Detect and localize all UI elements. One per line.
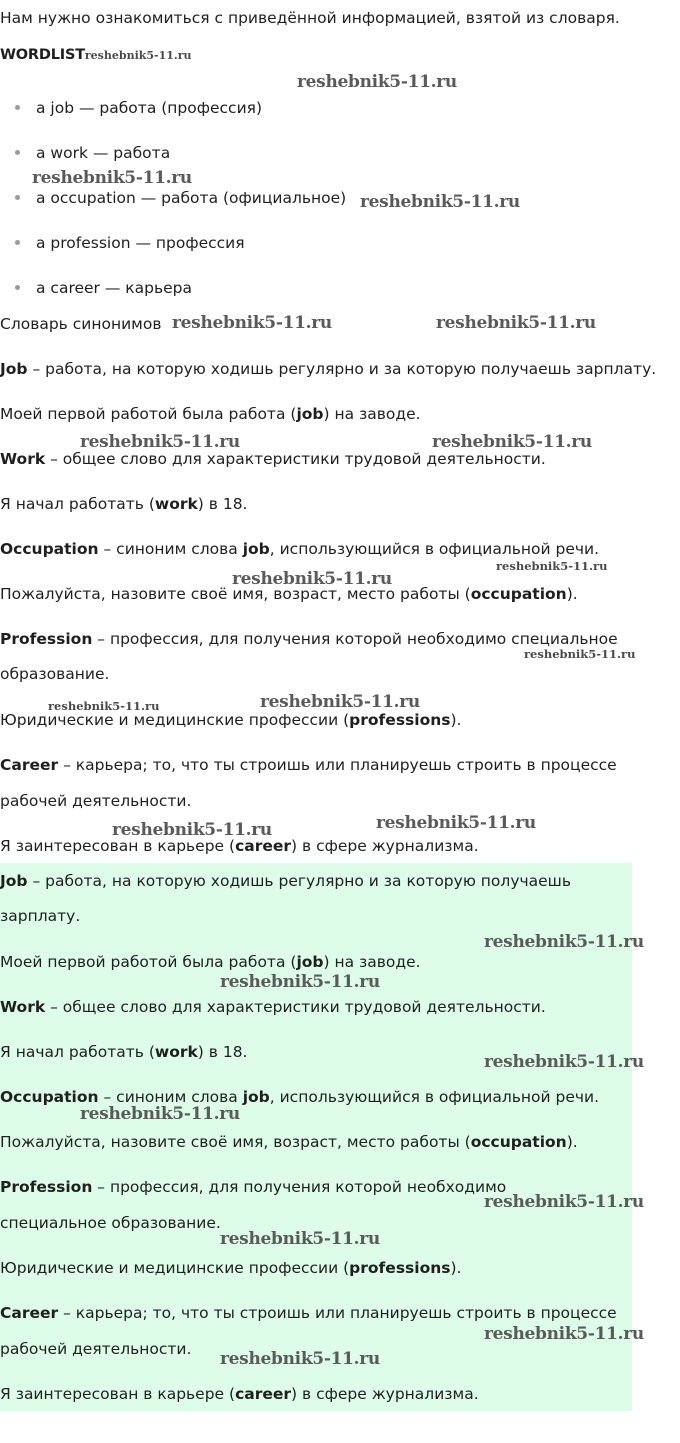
list-item-text: a profession — профессия (36, 234, 245, 252)
example-text: ) в сфере журнализма. (291, 837, 479, 855)
box-work-definition (0, 997, 546, 1017)
entry-career-definition-cont: рабочей деятельности. (0, 792, 192, 810)
watermark: reshebnik5-11.ru (232, 569, 392, 589)
list-item (15, 278, 192, 298)
watermark: reshebnik5-11.ru (172, 313, 332, 333)
entry-work-definition (0, 449, 546, 469)
example-text: Моей первой работой была работа ( (0, 953, 297, 971)
watermark: reshebnik5-11.ru (32, 168, 192, 188)
example-keyword: work (154, 495, 198, 513)
example-text: Я заинтересован в карьере ( (0, 1385, 236, 1403)
definition-text: – работа, на которую ходишь регулярно и за которую получаешь зарплату. (27, 360, 657, 378)
example-text: ) в 18. (197, 495, 248, 513)
example-keyword: work (154, 1043, 198, 1061)
entry-career-definition (0, 755, 617, 775)
term-job: Job (0, 360, 28, 378)
example-keyword: occupation (470, 1133, 567, 1151)
watermark: reshebnik5-11.ru (484, 1324, 644, 1344)
box-profession-definition (0, 1177, 506, 1197)
watermark: reshebnik5-11.ru (436, 313, 596, 333)
example-text: ) в сфере журнализма. (291, 1385, 479, 1403)
intro-text: Нам нужно ознакомиться с приведённой информацией, взятой из словаря. (0, 9, 620, 27)
term-occupation: Occupation (0, 540, 99, 558)
entry-career-example (0, 836, 479, 856)
list-item-text: a occupation — работа (официальное) (36, 189, 347, 207)
list-item (15, 233, 245, 253)
example-text: ). (450, 711, 462, 729)
box-career-definition-cont: рабочей деятельности. (0, 1340, 192, 1358)
bullet-icon (15, 195, 20, 200)
term-work: Work (0, 450, 46, 468)
example-text: Я начал работать ( (0, 1043, 155, 1061)
list-item-text: a career — карьера (36, 279, 192, 297)
example-text: Я начал работать ( (0, 495, 155, 513)
definition-text: – профессия, для получения которой необходимо (92, 1178, 507, 1196)
example-keyword: professions (349, 711, 451, 729)
term-career: Career (0, 756, 59, 774)
watermark: reshebnik5-11.ru (48, 699, 160, 713)
definition-text: , использующийся в официальной речи. (269, 540, 600, 558)
watermark: reshebnik5-11.ru (496, 559, 608, 573)
definition-keyword: job (242, 1088, 270, 1106)
example-text: Пожалуйста, назовите своё имя, возраст, место работы ( (0, 585, 471, 603)
entry-profession-definition-cont: образование. (0, 665, 110, 683)
example-keyword: professions (349, 1259, 451, 1277)
bullet-icon (15, 285, 20, 290)
list-item (15, 98, 262, 118)
watermark: reshebnik5-11.ru (360, 192, 520, 212)
box-career-example (0, 1384, 479, 1404)
entry-profession-example (0, 710, 461, 730)
entry-work-example (0, 494, 247, 514)
bullet-icon (15, 105, 20, 110)
definition-text: – общее слово для характеристики трудовой деятельности. (45, 450, 546, 468)
definition-text: – общее слово для характеристики трудовой деятельности. (45, 998, 546, 1016)
watermark: reshebnik5-11.ru (220, 1349, 380, 1369)
list-item-text: a work — работа (36, 144, 171, 162)
example-text: ). (450, 1259, 462, 1277)
example-text: Я заинтересован в карьере ( (0, 837, 236, 855)
example-text: ). (566, 1133, 578, 1151)
definition-text: – работа, на которую ходишь регулярно и за которую получаешь (27, 872, 571, 890)
watermark: reshebnik5-11.ru (220, 972, 380, 992)
watermark: reshebnik5-11.ru (84, 49, 192, 62)
entry-occupation-definition (0, 539, 599, 559)
box-occupation-definition (0, 1087, 599, 1107)
box-work-example (0, 1042, 247, 1062)
term-job: Job (0, 872, 28, 890)
watermark: reshebnik5-11.ru (484, 932, 644, 952)
box-job-definition-cont: зарплату. (0, 907, 81, 925)
term-profession: Profession (0, 630, 93, 648)
example-keyword: career (235, 1385, 292, 1403)
watermark: reshebnik5-11.ru (260, 692, 420, 712)
definition-text: – карьера; то, что ты строишь или планируешь строить в процессе (58, 1304, 617, 1322)
wordlist-heading-text: WORDLIST (0, 47, 85, 63)
example-text: Пожалуйста, назовите своё имя, возраст, место работы ( (0, 1133, 471, 1151)
watermark: reshebnik5-11.ru (80, 432, 240, 452)
list-item (15, 188, 346, 208)
list-item (15, 143, 170, 163)
watermark: reshebnik5-11.ru (524, 647, 636, 661)
watermark: reshebnik5-11.ru (220, 1229, 380, 1249)
box-job-definition (0, 871, 571, 891)
example-text: ) на заводе. (323, 405, 421, 423)
example-keyword: job (296, 953, 324, 971)
watermark: reshebnik5-11.ru (376, 813, 536, 833)
definition-text: – синоним слова (98, 540, 243, 558)
entry-job-definition (0, 359, 656, 379)
watermark: reshebnik5-11.ru (484, 1052, 644, 1072)
watermark: reshebnik5-11.ru (484, 1192, 644, 1212)
example-text: Юридические и медицинские профессии ( (0, 711, 350, 729)
definition-text: – синоним слова (98, 1088, 243, 1106)
example-keyword: occupation (470, 585, 567, 603)
watermark: reshebnik5-11.ru (80, 1104, 240, 1124)
example-text: Моей первой работой была работа ( (0, 405, 297, 423)
term-work: Work (0, 998, 46, 1016)
bullet-icon (15, 150, 20, 155)
example-keyword: job (296, 405, 324, 423)
term-profession: Profession (0, 1178, 93, 1196)
box-job-example (0, 952, 421, 972)
entry-job-example (0, 404, 421, 424)
watermark: reshebnik5-11.ru (297, 72, 457, 92)
synonyms-title: Словарь синонимов (0, 315, 162, 333)
box-profession-definition-cont: специальное образование. (0, 1214, 221, 1232)
example-text: ) на заводе. (323, 953, 421, 971)
example-text: ). (566, 585, 578, 603)
example-text: ) в 18. (197, 1043, 248, 1061)
definition-text: , использующийся в официальной речи. (269, 1088, 600, 1106)
watermark: reshebnik5-11.ru (112, 820, 272, 840)
list-item-text: a job — работа (профессия) (36, 99, 263, 117)
box-career-definition (0, 1303, 617, 1323)
wordlist-heading (0, 45, 192, 66)
box-profession-example (0, 1258, 461, 1278)
example-keyword: career (235, 837, 292, 855)
watermark: reshebnik5-11.ru (432, 432, 592, 452)
term-occupation: Occupation (0, 1088, 99, 1106)
box-occupation-example (0, 1132, 578, 1152)
bullet-icon (15, 240, 20, 245)
term-career: Career (0, 1304, 59, 1322)
definition-text: – карьера; то, что ты строишь или планируешь строить в процессе (58, 756, 617, 774)
definition-text: – профессия, для получения которой необходимо специальное (92, 630, 618, 648)
definition-keyword: job (242, 540, 270, 558)
entry-profession-definition (0, 629, 618, 649)
example-text: Юридические и медицинские профессии ( (0, 1259, 350, 1277)
entry-occupation-example (0, 584, 578, 604)
